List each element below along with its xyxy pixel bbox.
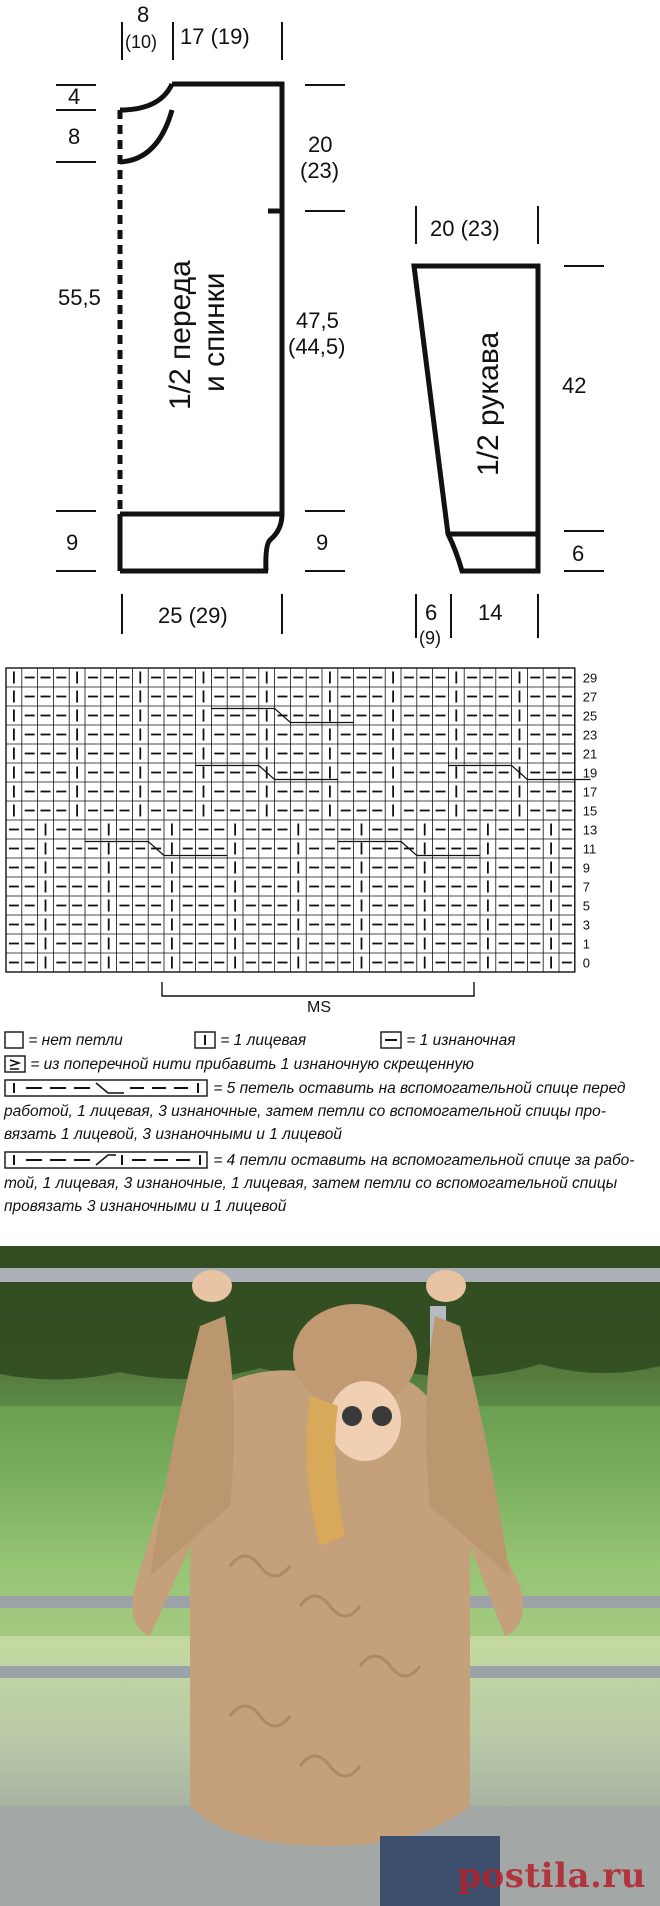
chart-row-number: 25 xyxy=(582,708,598,724)
postila-watermark: postila.ru xyxy=(457,1856,646,1896)
model-photo xyxy=(0,1246,660,1906)
body-piece-label-1: 1/2 переда xyxy=(164,260,197,410)
sleeve-piece-label: 1/2 рукава xyxy=(472,331,505,476)
body-left-height-label: 55,5 xyxy=(58,285,101,310)
neck-top-height-label: 4 xyxy=(68,84,81,109)
model-photo-illustration xyxy=(0,1246,660,1906)
body-piece-label-2: и спинки xyxy=(198,272,231,392)
cable-4-symbol-icon xyxy=(4,1151,209,1169)
legend-cable-4: = 4 петли оставить на вспомогательной спице за рабо- xyxy=(4,1150,634,1172)
increase-symbol-icon xyxy=(4,1055,26,1073)
neck-width-label: 8 xyxy=(137,2,150,27)
sleeve-bottom-small-alt-label: (9) xyxy=(419,628,441,648)
armhole-height-label: 20 xyxy=(308,132,333,157)
legend-cable-4-line-2: той, 1 лицевая, 3 изнаночные, 1 лицевая, затем петли со вспомогательной спицы xyxy=(4,1175,618,1192)
neck-depth-label: 8 xyxy=(68,124,81,149)
knitting-chart-grid xyxy=(6,668,591,972)
sleeve-schematic xyxy=(414,206,604,638)
chart-row-number: 11 xyxy=(582,841,597,857)
purl-symbol-icon xyxy=(380,1031,402,1049)
ms-repeat-bracket xyxy=(162,982,474,996)
chart-row-number: 13 xyxy=(582,822,598,838)
body-right-height-alt-label: (44,5) xyxy=(288,334,346,359)
body-left-rib-label: 9 xyxy=(66,530,79,555)
neck-width-alt-label: (10) xyxy=(125,32,158,52)
body-bottom-width-label: 25 (29) xyxy=(158,603,228,628)
legend-cable-5: = 5 петель оставить на вспомогательной спице перед xyxy=(4,1078,626,1100)
legend-cable-4-line-3: провязать 3 изнаночными и 1 лицевой xyxy=(4,1198,287,1215)
chart-row-number: 15 xyxy=(582,803,598,819)
chart-row-number: 27 xyxy=(582,689,598,705)
chart-row-number: 23 xyxy=(582,727,598,743)
sleeve-bottom-small-label: 6 xyxy=(425,600,438,625)
legend-purl: = 1 изнаночная xyxy=(380,1030,515,1052)
chart-row-number: 29 xyxy=(582,670,598,686)
shoulder-width-label: 17 (19) xyxy=(180,24,250,49)
knit-symbol-icon xyxy=(194,1031,216,1049)
body-right-height-label: 47,5 xyxy=(296,308,339,333)
body-right-rib-label: 9 xyxy=(316,530,329,555)
chart-row-numbers xyxy=(583,671,597,971)
ms-repeat-label: MS xyxy=(307,999,331,1016)
sleeve-bottom-width-label: 14 xyxy=(478,600,503,625)
legend-no-stitch: = нет петли xyxy=(4,1030,123,1052)
sleeve-height-label: 42 xyxy=(562,373,587,398)
chart-row-number: 1 xyxy=(582,936,591,952)
sleeve-top-width-label: 20 (23) xyxy=(430,216,500,241)
legend-increase: = из поперечной нити прибавить 1 изнаночную скрещенную xyxy=(4,1054,474,1076)
legend-cable-5-line-2: работой, 1 лицевая, 3 изнаночные, затем петли со вспомогательной спицы про- xyxy=(4,1103,606,1120)
no-stitch-symbol-icon xyxy=(4,1031,24,1049)
chart-row-number: 0 xyxy=(582,955,591,971)
chart-row-number: 17 xyxy=(582,784,598,800)
armhole-height-alt-label: (23) xyxy=(300,158,340,183)
chart-row-number: 21 xyxy=(582,746,598,762)
chart-row-number: 3 xyxy=(582,917,591,933)
chart-row-number: 19 xyxy=(582,765,598,781)
legend-cable-5-line-3: вязать 1 лицевой, 3 изнаночными и 1 лицевой xyxy=(4,1126,342,1143)
sleeve-cuff-label: 6 xyxy=(572,541,585,566)
chart-row-number: 7 xyxy=(582,879,591,895)
cable-5-symbol-icon xyxy=(4,1079,209,1097)
chart-row-number: 9 xyxy=(582,860,591,876)
legend-knit: = 1 лицевая xyxy=(194,1030,306,1052)
chart-legend xyxy=(0,1030,660,1230)
chart-row-number: 5 xyxy=(582,898,591,914)
